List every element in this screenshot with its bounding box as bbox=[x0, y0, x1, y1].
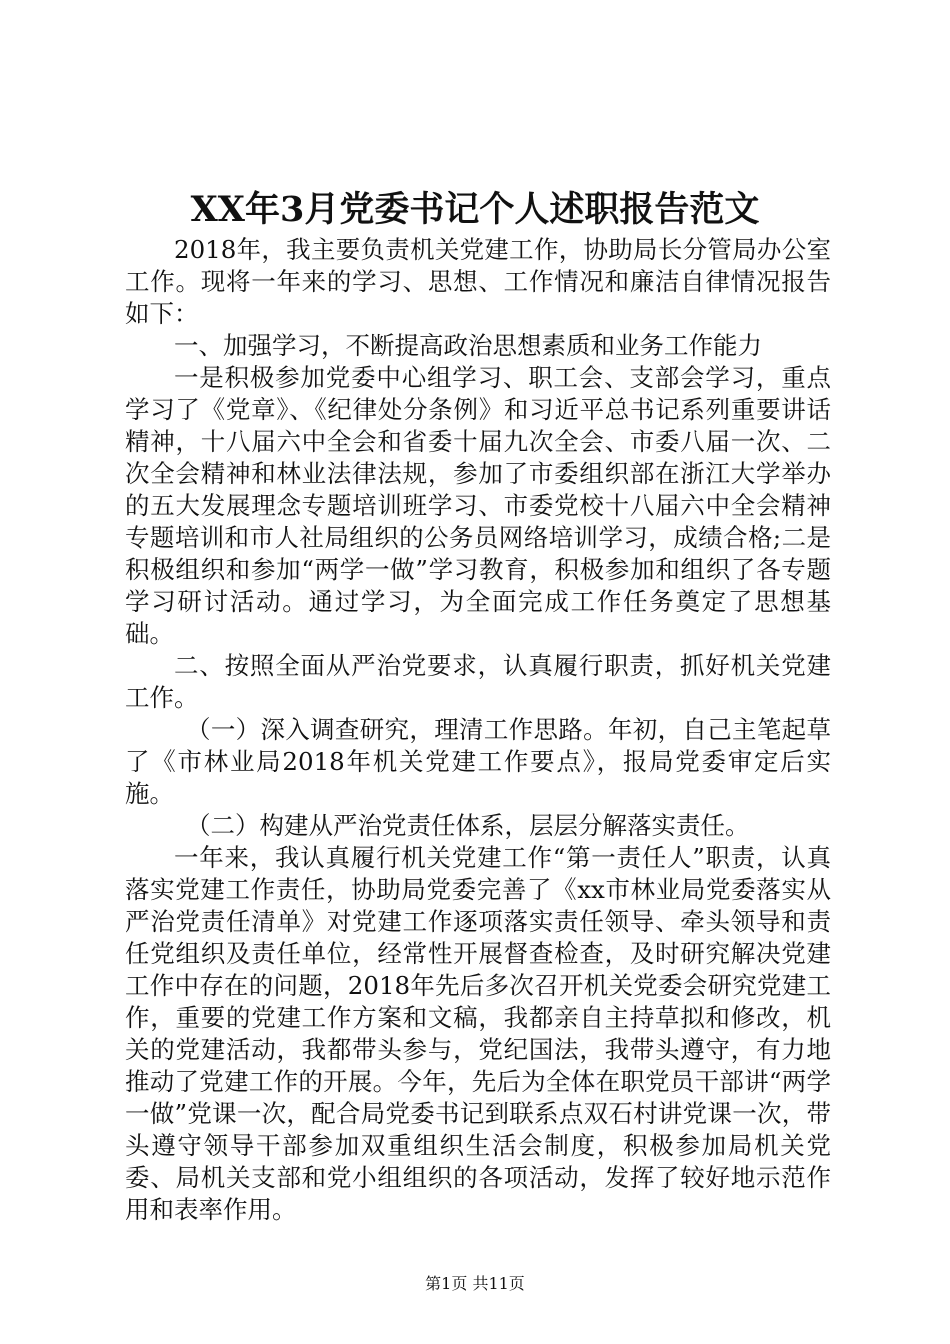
paragraph-intro: 2018年，我主要负责机关党建工作，协助局长分管局办公室工作。现将一年来的学习、思想、工作情况和廉洁自律情况报告如下： bbox=[125, 235, 831, 328]
heading-section-2: 二、按照全面从严治党要求，认真履行职责，抓好机关党建工作。 bbox=[125, 651, 831, 712]
paragraph-responsibility: 一年来，我认真履行机关党建工作“第一责任人”职责，认真落实党建工作责任，协助局党委完善了《xx市林业局党委落实从严治党责任清单》对党建工作逐项落实责任领导、牵头领导和责任党组织及责任单位，经常性开展督查检查，及时研究解决党建工作中存在的问题，2018年先后多次召开机关党委会研究党建工作，重要的党建工作方案和文稿，我都亲自主持草拟和修改，机关的党建活动，我都带头参与，党纪国法，我带头遵守，有力地推动了党建工作的开展。今年，先后为全体在职党员干部讲“两学一做”党课一次，配合局党委书记到联系点双石村讲党课一次，带头遵守领导干部参加双重组织生活会制度，积极参加局机关党委、局机关支部和党小组组织的各项活动，发挥了较好地示范作用和表率作用。 bbox=[125, 843, 831, 1224]
document-title: XX年3月党委书记个人述职报告范文 bbox=[190, 189, 760, 230]
subheading-1: （一）深入调查研究，理清工作思路。年初，自己主笔起草了《市林业局2018年机关党建工作要点》，报局党委审定后实施。 bbox=[125, 715, 831, 808]
heading-section-1: 一、加强学习，不断提高政治思想素质和业务工作能力 bbox=[174, 331, 762, 360]
paragraph-study: 一是积极参加党委中心组学习、职工会、支部会学习，重点学习了《党章》、《纪律处分条例》和习近平总书记系列重要讲话精神，十八届六中全会和省委十届九次全会、市委八届一次、二次全会精神和林业法律法规，参加了市委组织部在浙江大学举办的五大发展理念专题培训班学习、市委党校十八届六中全会精神专题培训和市人社局组织的公务员网络培训学习，成绩合格;二是积极组织和参加“两学一做”学习教育，积极参加和组织了各专题学习研讨活动。通过学习，为全面完成工作任务奠定了思想基础。 bbox=[125, 363, 831, 648]
subheading-2: （二）构建从严治党责任体系，层层分解落实责任。 bbox=[186, 811, 750, 840]
page-number-footer: 第1页 共11页 bbox=[425, 1274, 525, 1293]
document-body bbox=[125, 234, 831, 1226]
